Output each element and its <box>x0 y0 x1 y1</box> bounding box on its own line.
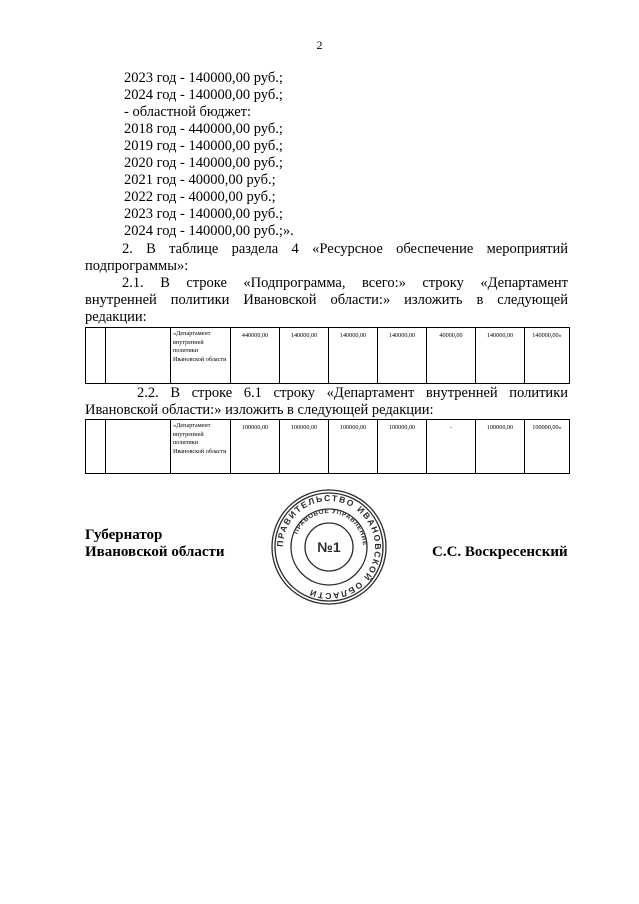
signer-name: С.С. Воскресенский <box>432 544 568 560</box>
paragraph-2-1-text: 2.1. В строке «Подпрограмма, всего:» строку «Департамент <box>122 275 568 291</box>
table-row <box>86 328 570 384</box>
table-cell <box>106 420 171 474</box>
table-cell-value: 40000,00 <box>427 328 476 384</box>
signer-title-region: Ивановской области <box>85 544 225 560</box>
official-seal <box>270 488 388 606</box>
budget-line: - областной бюджет: <box>124 104 252 120</box>
table-cell <box>86 328 106 384</box>
budget-line: 2019 год - 140000,00 руб.; <box>124 138 283 154</box>
budget-line: 2021 год - 40000,00 руб.; <box>124 172 276 188</box>
budget-line: 2020 год - 140000,00 руб.; <box>124 155 283 171</box>
table-cell-value: 140000,00 <box>378 328 427 384</box>
resource-table-1 <box>85 327 570 384</box>
table-row <box>86 420 570 474</box>
table-cell-value: - <box>427 420 476 474</box>
seal-number: №1 <box>317 539 341 555</box>
budget-line: 2022 год - 40000,00 руб.; <box>124 189 276 205</box>
paragraph-2-2-text: 2.2. В строке 6.1 строку «Департамент внутренней политики <box>137 385 568 401</box>
table-cell-value: 100000,00 <box>280 420 329 474</box>
table-cell-label: «Департамент внутренней политики Ивановской области <box>171 328 231 384</box>
signer-title: Губернатор <box>85 527 163 543</box>
table-cell-value: 140000,00 <box>476 328 525 384</box>
table-cell-value: 140000,00» <box>525 328 570 384</box>
paragraph-2-1-cont: редакции: <box>85 309 147 325</box>
paragraph-2-text: 2. В таблице раздела 4 «Ресурсное обеспечение мероприятий <box>122 241 568 257</box>
paragraph-2-2-cont: Ивановской области:» изложить в следующей редакции: <box>85 402 434 418</box>
table-cell-value: 100000,00 <box>231 420 280 474</box>
resource-table-2 <box>85 419 570 474</box>
table-cell-value: 100000,00 <box>476 420 525 474</box>
table-cell-value: 100000,00 <box>329 420 378 474</box>
table-cell-label: «Департамент внутренней политики Ивановской области <box>171 420 231 474</box>
budget-line: 2023 год - 140000,00 руб.; <box>124 70 283 86</box>
table-cell-value: 100000,00» <box>525 420 570 474</box>
table-cell-value: 140000,00 <box>280 328 329 384</box>
table-cell-value: 440000,00 <box>231 328 280 384</box>
budget-line: 2024 год - 140000,00 руб.;». <box>124 223 294 239</box>
paragraph-2-1-cont: внутренней политики Ивановской области:» изложить в следующей <box>85 292 568 308</box>
table-cell <box>106 328 171 384</box>
paragraph-2-1 <box>85 275 568 292</box>
table-cell-value: 140000,00 <box>329 328 378 384</box>
seal-ring-text: ПРАВИТЕЛЬСТВО ИВАНОВСКОЙ ОБЛАСТИ <box>274 492 384 602</box>
paragraph-2-2 <box>85 385 568 402</box>
budget-line: 2024 год - 140000,00 руб.; <box>124 87 283 103</box>
paragraph-2 <box>85 241 568 258</box>
seal-inner-text: ПРАВОВОЕ УПРАВЛЕНИЕ <box>292 507 369 547</box>
page-number: 2 <box>316 38 323 52</box>
table-cell-value: 100000,00 <box>378 420 427 474</box>
paragraph-2-cont: подпрограммы»: <box>85 258 189 274</box>
budget-line: 2018 год - 440000,00 руб.; <box>124 121 283 137</box>
budget-line: 2023 год - 140000,00 руб.; <box>124 206 283 222</box>
table-cell <box>86 420 106 474</box>
